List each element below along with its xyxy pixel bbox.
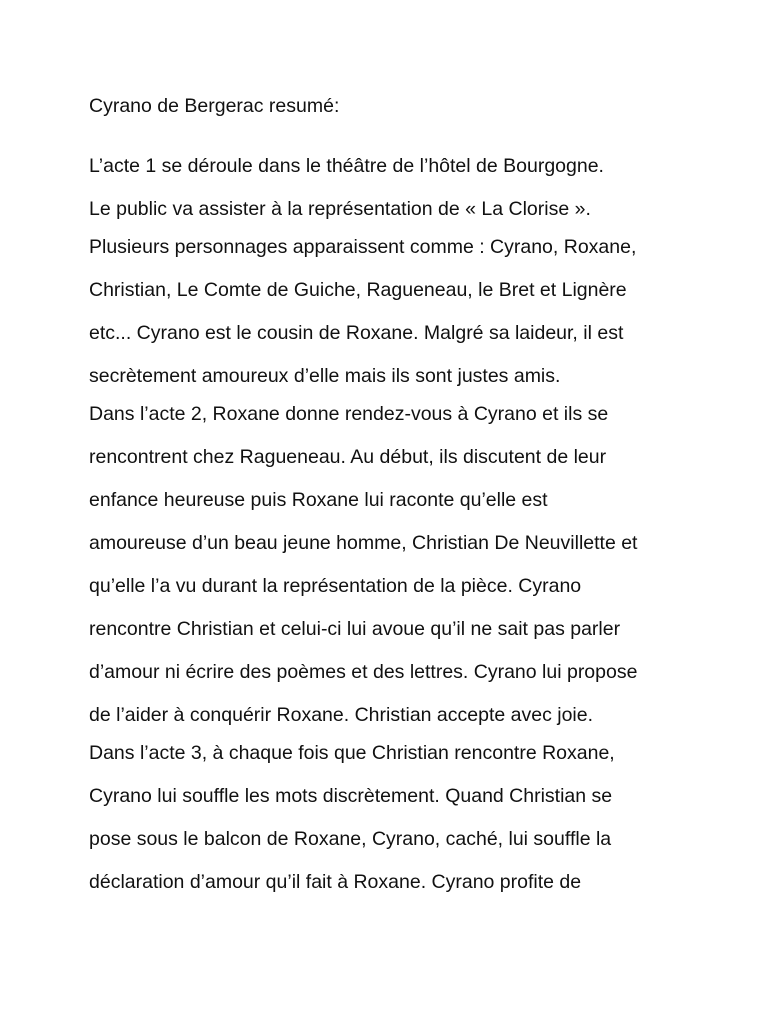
text-line: Plusieurs personnages apparaissent comme : Cyrano, Roxane, bbox=[89, 236, 637, 258]
text-line: rencontrent chez Ragueneau. Au début, ils discutent de leur bbox=[89, 446, 607, 468]
text-line: de l’aider à conquérir Roxane. Christian accepte avec joie. bbox=[89, 704, 594, 726]
text-line: Dans l’acte 3, à chaque fois que Christian rencontre Roxane, bbox=[89, 742, 615, 764]
document-title: Cyrano de Bergerac resumé: bbox=[89, 95, 340, 117]
text-line: Dans l’acte 2, Roxane donne rendez-vous à Cyrano et ils se bbox=[89, 403, 609, 425]
text-line: déclaration d’amour qu’il fait à Roxane. Cyrano profite de bbox=[89, 871, 582, 893]
text-line: Le public va assister à la représentation de « La Clorise ». bbox=[89, 198, 591, 220]
text-line: amoureuse d’un beau jeune homme, Christian De Neuvillette et bbox=[89, 532, 638, 554]
text-line: d’amour ni écrire des poèmes et des lettres. Cyrano lui propose bbox=[89, 661, 638, 683]
text-line: enfance heureuse puis Roxane lui raconte qu’elle est bbox=[89, 489, 548, 511]
text-line: etc... Cyrano est le cousin de Roxane. Malgré sa laideur, il est bbox=[89, 322, 624, 344]
text-line: Cyrano lui souffle les mots discrètement. Quand Christian se bbox=[89, 785, 613, 807]
text-line: pose sous le balcon de Roxane, Cyrano, caché, lui souffle la bbox=[89, 828, 612, 850]
text-line: secrètement amoureux d’elle mais ils sont justes amis. bbox=[89, 365, 561, 387]
text-line: rencontre Christian et celui-ci lui avoue qu’il ne sait pas parler bbox=[89, 618, 621, 640]
text-line: L’acte 1 se déroule dans le théâtre de l’hôtel de Bourgogne. bbox=[89, 155, 604, 177]
document-body bbox=[89, 145, 709, 904]
text-line: Christian, Le Comte de Guiche, Ragueneau, le Bret et Lignère bbox=[89, 279, 627, 301]
text-line: qu’elle l’a vu durant la représentation de la pièce. Cyrano bbox=[89, 575, 582, 597]
